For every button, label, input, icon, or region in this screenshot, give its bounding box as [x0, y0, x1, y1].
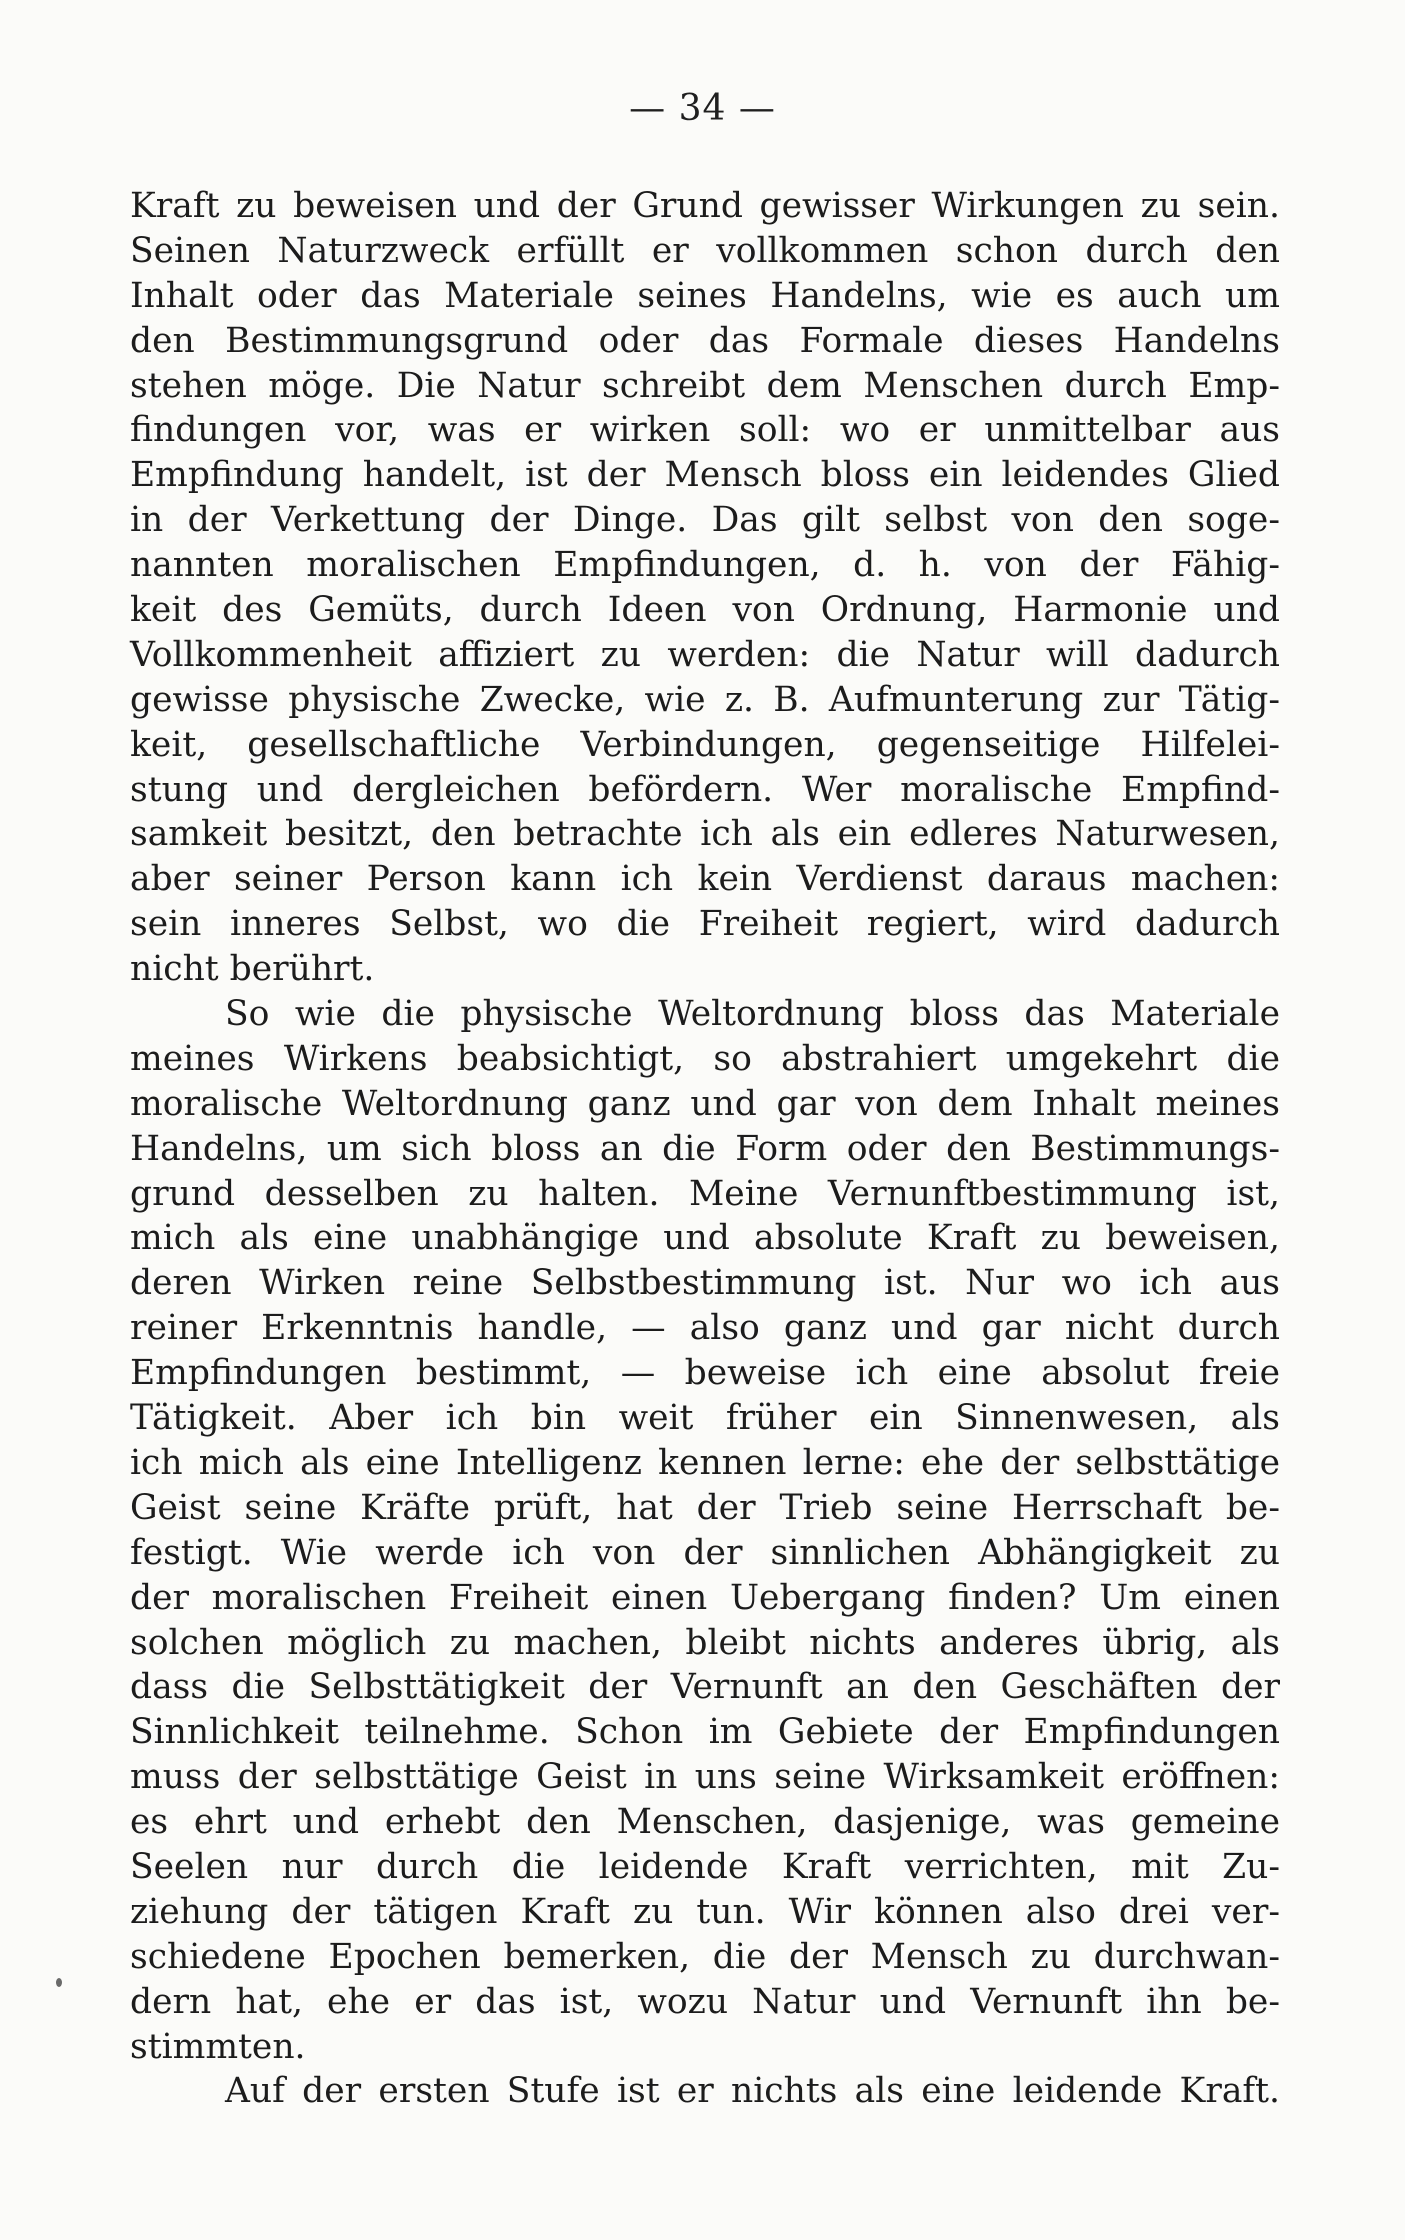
- text-line: Empfindungen bestimmt, — beweise ich eine absolut freie: [130, 1353, 1280, 1394]
- page-number: — 34 —: [629, 88, 776, 129]
- text-line: schiedene Epochen bemerken, die der Mensch zu durchwan-: [130, 1936, 1280, 1977]
- body-text: [130, 184, 1280, 2114]
- text-line: nannten moralischen Empfindungen, d. h. von der Fähig-: [130, 545, 1280, 586]
- text-line: den Bestimmungsgrund oder das Formale dieses Handelns: [130, 320, 1280, 361]
- text-line: Inhalt oder das Materiale seines Handelns, wie es auch um: [130, 275, 1280, 316]
- text-line: es ehrt und erhebt den Menschen, dasjenige, was gemeine: [130, 1802, 1280, 1843]
- text-line: sein inneres Selbst, wo die Freiheit regiert, wird dadurch: [130, 904, 1280, 945]
- ink-speck: [56, 1978, 62, 1987]
- text-line: Geist seine Kräfte prüft, hat der Trieb seine Herrschaft be-: [130, 1487, 1280, 1528]
- text-line: keit des Gemüts, durch Ideen von Ordnung, Harmonie und: [130, 590, 1280, 631]
- text-line: ziehung der tätigen Kraft zu tun. Wir können also drei ver-: [130, 1891, 1280, 1932]
- text-line: muss der selbsttätige Geist in uns seine Wirksamkeit eröffnen:: [130, 1757, 1280, 1798]
- text-line: stung und dergleichen befördern. Wer moralische Empfind-: [130, 769, 1280, 810]
- text-line: meines Wirkens beabsichtigt, so abstrahiert umgekehrt die: [130, 1038, 1280, 1079]
- paragraph-start-line: So wie die physische Weltordnung bloss das Materiale: [225, 994, 1280, 1035]
- text-line: Sinnlichkeit teilnehme. Schon im Gebiete der Empfindungen: [130, 1712, 1280, 1753]
- paragraph-start-line: Auf der ersten Stufe ist er nichts als eine leidende Kraft.: [225, 2071, 1280, 2112]
- text-line: ich mich als eine Intelligenz kennen lerne: ehe der selbsttätige: [130, 1442, 1280, 1483]
- text-line: Seelen nur durch die leidende Kraft verrichten, mit Zu-: [130, 1846, 1280, 1887]
- text-line: dern hat, ehe er das ist, wozu Natur und Vernunft ihn be-: [130, 1981, 1280, 2022]
- text-line: Empfindung handelt, ist der Mensch bloss ein leidendes Glied: [130, 455, 1280, 496]
- text-line: Vollkommenheit affiziert zu werden: die Natur will dadurch: [130, 634, 1280, 675]
- text-line: Kraft zu beweisen und der Grund gewisser Wirkungen zu sein.: [130, 186, 1280, 226]
- text-line: gewisse physische Zwecke, wie z. B. Aufmunterung zur Tätig-: [130, 679, 1280, 720]
- text-line: Handelns, um sich bloss an die Form oder den Bestimmungs-: [130, 1128, 1280, 1169]
- text-line: der moralischen Freiheit einen Uebergang finden? Um einen: [130, 1577, 1280, 1618]
- text-line: aber seiner Person kann ich kein Verdienst daraus machen:: [130, 859, 1280, 900]
- text-line: deren Wirken reine Selbstbestimmung ist. Nur wo ich aus: [130, 1263, 1280, 1304]
- text-line: findungen vor, was er wirken soll: wo er unmittelbar aus: [130, 410, 1280, 451]
- text-line: stehen möge. Die Natur schreibt dem Menschen durch Emp-: [130, 365, 1280, 406]
- text-line: in der Verkettung der Dinge. Das gilt selbst von den soge-: [130, 500, 1280, 541]
- text-line: dass die Selbsttätigkeit der Vernunft an den Geschäften der: [130, 1667, 1280, 1708]
- text-line: Seinen Naturzweck erfüllt er vollkommen schon durch den: [130, 230, 1280, 271]
- text-line: reiner Erkenntnis handle, — also ganz und gar nicht durch: [130, 1308, 1280, 1349]
- text-line: moralische Weltordnung ganz und gar von dem Inhalt meines: [130, 1083, 1280, 1124]
- text-line: samkeit besitzt, den betrachte ich als ein edleres Naturwesen,: [130, 814, 1280, 855]
- paragraph-end-line: nicht berührt.: [130, 949, 375, 990]
- text-line: Tätigkeit. Aber ich bin weit früher ein Sinnenwesen, als: [130, 1398, 1280, 1439]
- text-line: grund desselben zu halten. Meine Vernunftbestimmung ist,: [130, 1173, 1280, 1214]
- text-line: mich als eine unabhängige und absolute Kraft zu beweisen,: [130, 1218, 1280, 1259]
- paragraph-end-line: stimmten.: [130, 2026, 306, 2067]
- text-line: festigt. Wie werde ich von der sinnlichen Abhängigkeit zu: [130, 1532, 1280, 1573]
- text-line: solchen möglich zu machen, bleibt nichts anderes übrig, als: [130, 1622, 1280, 1663]
- text-line: keit, gesellschaftliche Verbindungen, gegenseitige Hilfelei-: [130, 724, 1280, 765]
